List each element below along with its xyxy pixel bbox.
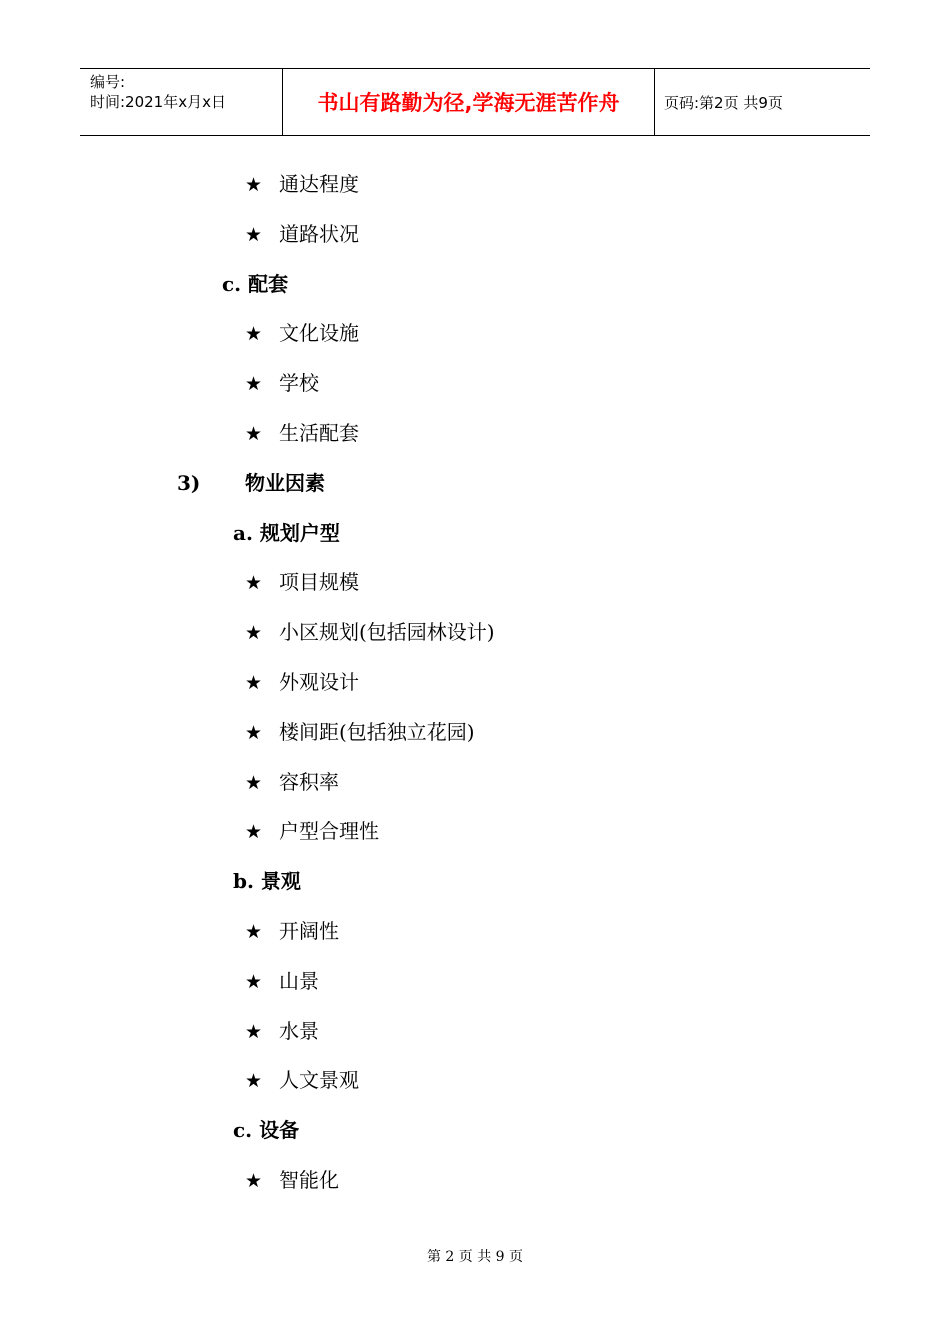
section-heading — [233, 1118, 299, 1142]
item-text: 文化设施 — [279, 321, 359, 345]
star-icon: ★ — [245, 1021, 263, 1043]
list-item — [245, 819, 379, 844]
heading-text: c. 设备 — [233, 1118, 300, 1142]
star-icon: ★ — [245, 1170, 263, 1192]
star-icon: ★ — [245, 921, 263, 943]
heading-text: a. 规划户型 — [233, 521, 340, 545]
item-text: 外观设计 — [279, 670, 359, 694]
item-text: 学校 — [279, 371, 319, 395]
star-icon: ★ — [245, 423, 263, 445]
star-icon: ★ — [245, 722, 263, 744]
star-icon: ★ — [245, 572, 263, 594]
item-text: 生活配套 — [279, 421, 359, 445]
star-icon: ★ — [245, 622, 263, 644]
list-item — [245, 371, 319, 396]
list-item — [245, 1019, 319, 1044]
time-label: 时间:2021年x月x日 — [90, 93, 226, 111]
header-motto: 书山有路勤为径,学海无涯苦作舟 — [282, 69, 655, 135]
heading-text: 物业因素 — [245, 471, 325, 495]
list-item — [245, 620, 495, 645]
star-icon: ★ — [245, 1070, 263, 1092]
list-item — [245, 919, 339, 944]
section-heading — [177, 471, 325, 495]
star-icon: ★ — [245, 224, 263, 246]
list-item — [245, 720, 475, 745]
header-meta — [80, 69, 282, 135]
page-footer: 第 2 页 共 9 页 — [426, 1249, 524, 1265]
list-item — [245, 421, 359, 446]
star-icon: ★ — [245, 821, 263, 843]
star-icon: ★ — [245, 373, 263, 395]
list-item — [245, 172, 359, 197]
page-header — [80, 68, 870, 136]
item-text: 楼间距(包括独立花园) — [279, 720, 475, 744]
number-label: 编号: — [90, 73, 126, 91]
section-heading — [222, 272, 288, 296]
item-text: 小区规划(包括园林设计) — [279, 620, 495, 644]
section-number: 3) — [177, 471, 201, 495]
item-text: 容积率 — [279, 770, 339, 794]
star-icon: ★ — [245, 323, 263, 345]
item-text: 户型合理性 — [279, 819, 379, 843]
section-heading — [233, 521, 340, 545]
item-text: 智能化 — [279, 1168, 339, 1192]
item-text: 开阔性 — [279, 919, 339, 943]
item-text: 人文景观 — [279, 1068, 359, 1092]
list-item — [245, 1068, 359, 1093]
item-text: 通达程度 — [279, 172, 359, 196]
star-icon: ★ — [245, 971, 263, 993]
list-item — [245, 969, 319, 994]
list-item — [245, 321, 359, 346]
item-text: 水景 — [279, 1019, 319, 1043]
item-text: 山景 — [279, 969, 319, 993]
header-page-info: 页码:第2页 共9页 — [664, 93, 783, 112]
star-icon: ★ — [245, 772, 263, 794]
list-item — [245, 570, 359, 595]
list-item — [245, 670, 359, 695]
list-item — [245, 1168, 339, 1193]
item-text: 道路状况 — [279, 222, 359, 246]
item-text: 项目规模 — [279, 570, 359, 594]
section-heading — [233, 869, 301, 893]
heading-text: c. 配套 — [222, 272, 289, 296]
list-item — [245, 222, 359, 247]
star-icon: ★ — [245, 672, 263, 694]
star-icon: ★ — [245, 174, 263, 196]
heading-text: b. 景观 — [233, 869, 301, 893]
list-item — [245, 770, 339, 795]
